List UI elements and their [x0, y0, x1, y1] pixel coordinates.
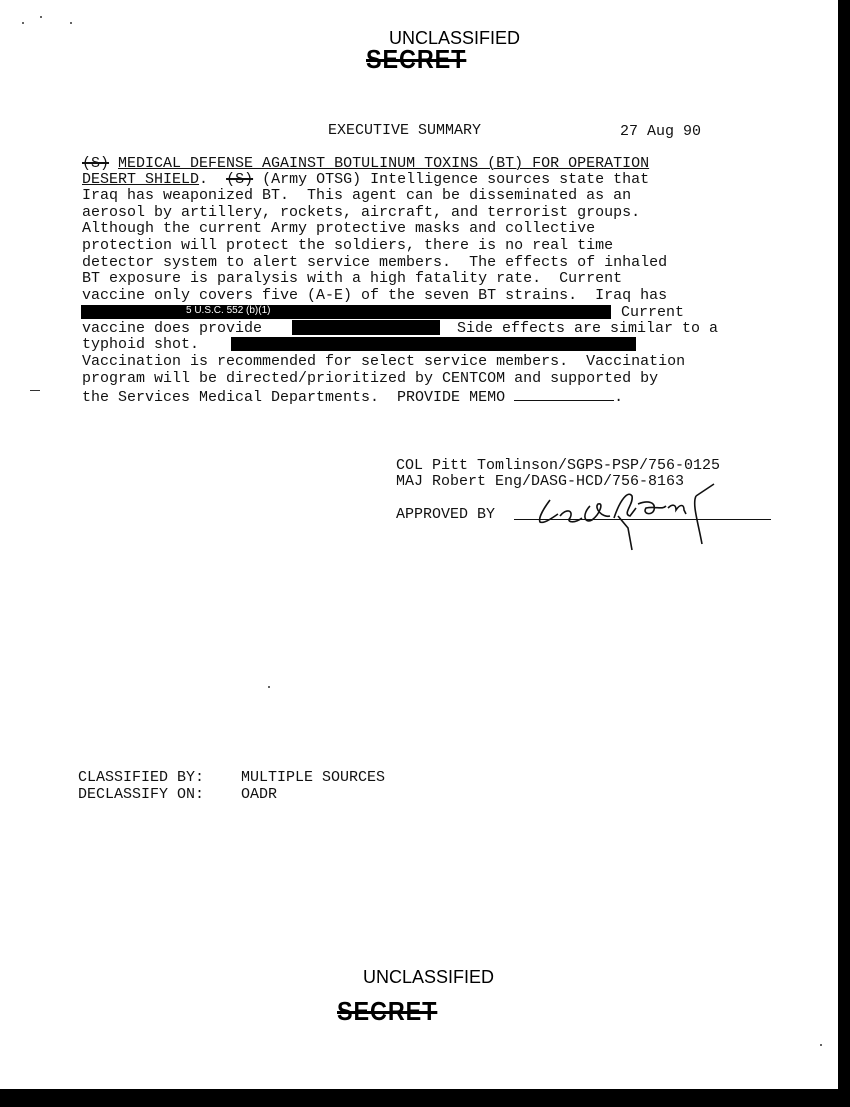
- scan-edge-right: [838, 0, 850, 1107]
- scan-speck: [40, 16, 42, 18]
- redaction-block: [231, 337, 636, 351]
- subject-line-1: [82, 156, 649, 172]
- declassify-on-value: OADR: [241, 786, 278, 803]
- memo-blank: [514, 388, 614, 401]
- footer-classification: UNCLASSIFIED: [363, 967, 495, 987]
- body-line: detector system to alert service members. The effects of inhaled: [82, 254, 668, 271]
- scan-edge-bottom: [0, 1089, 850, 1107]
- contact-line-2: MAJ Robert Eng/DASG-HCD/756-8163: [396, 473, 685, 490]
- body-line: protection will protect the soldiers, there is no real time: [82, 237, 614, 254]
- body-line: vaccine only covers five (A-E) of the seven BT strains. Iraq has: [82, 287, 668, 304]
- approved-label: APPROVED BY: [396, 506, 496, 523]
- body-text: the Services Medical Departments. PROVIDE MEMO: [82, 389, 506, 406]
- body-text: typhoid shot.: [82, 336, 200, 353]
- body-line: Vaccination is recommended for select service members. Vaccination: [82, 353, 686, 370]
- classified-by-value: MULTIPLE SOURCES: [241, 769, 386, 786]
- body-line: program will be directed/prioritized by CENTCOM and supported by: [82, 370, 659, 387]
- header-secret-stamp: SECRET: [366, 44, 467, 74]
- body-period: .: [614, 389, 624, 406]
- footer-secret-stamp: SECRET: [337, 996, 438, 1026]
- subject-title-end: DESERT SHIELD: [82, 171, 200, 188]
- body-text: vaccine does provide: [82, 320, 263, 337]
- body-line: BT exposure is paralysis with a high fatality rate. Current: [82, 270, 623, 287]
- body-line: [82, 388, 623, 406]
- classified-by-label: CLASSIFIED BY:: [78, 769, 205, 786]
- subject-period: .: [199, 171, 209, 188]
- scan-speck: [820, 1044, 822, 1046]
- scan-speck: [268, 686, 270, 688]
- subject-line-2: [82, 172, 649, 188]
- redaction-label: 5 U.S.C. 552 (b)(1): [186, 305, 271, 316]
- scan-speck: [70, 22, 72, 24]
- contact-line-1: COL Pitt Tomlinson/SGPS-PSP/756-0125: [396, 457, 721, 474]
- header-classification: UNCLASSIFIED: [389, 28, 521, 48]
- classification-marking: (S): [82, 155, 110, 172]
- summary-title: EXECUTIVE SUMMARY: [328, 122, 482, 139]
- scan-speck: [30, 390, 40, 391]
- summary-date: 27 Aug 90: [620, 123, 702, 140]
- classification-marking: (S): [226, 171, 254, 188]
- body-text: Current: [621, 304, 685, 321]
- scan-speck: [22, 22, 24, 24]
- redaction-block: [292, 320, 440, 335]
- body-line: aerosol by artillery, rockets, aircraft, and terrorist groups.: [82, 204, 641, 221]
- body-text: Side effects are similar to a: [457, 320, 719, 337]
- body-text: (Army OTSG) Intelligence sources state that: [262, 171, 650, 188]
- signature-image: [530, 478, 720, 558]
- body-line: Iraq has weaponized BT. This agent can be disseminated as an: [82, 187, 632, 204]
- redaction-block: [81, 305, 611, 319]
- declassify-on-label: DECLASSIFY ON:: [78, 786, 205, 803]
- subject-title: MEDICAL DEFENSE AGAINST BOTULINUM TOXINS (BT) FOR OPERATION: [118, 155, 650, 172]
- body-line: Although the current Army protective masks and collective: [82, 220, 596, 237]
